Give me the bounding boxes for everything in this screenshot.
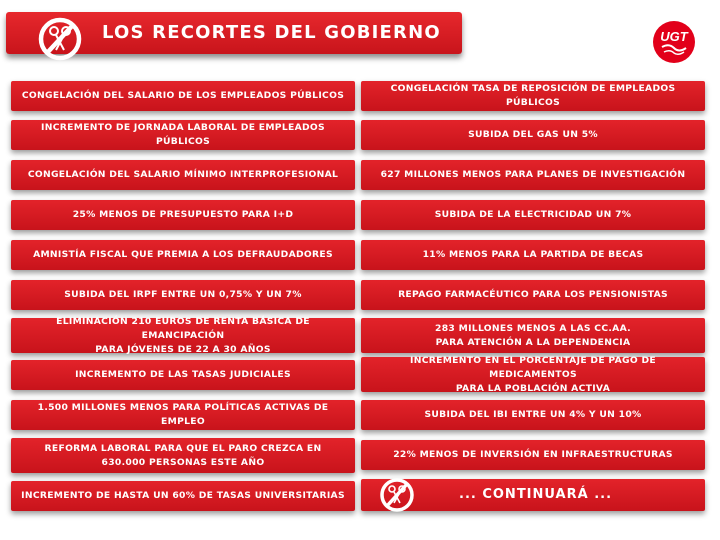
cut-item-left-8 [11,360,355,390]
cut-item-right-8 [361,354,705,394]
cut-item-label: SUBIDA DEL GAS UN 5% [468,129,598,140]
cut-item-label: 283 MILLONES MENOS A LAS CC.AA. PARA ATENCIÓN A LA DEPENDENCIA [435,322,631,348]
cut-item-left-10 [11,438,355,473]
crossed-scissors-icon [375,476,419,513]
page-title: LOS RECORTES DEL GOBIERNO [102,22,441,43]
cut-item-right-6 [361,280,705,310]
cut-item-label: 11% MENOS PARA LA PARTIDA DE BECAS [422,249,644,260]
ugt-logo [651,19,697,65]
cut-item-right-5 [361,240,705,270]
continuara-label: ... CONTINUARÁ ... [459,487,613,502]
cut-item-label: 22% MENOS DE INVERSIÓN EN INFRAESTRUCTURAS [393,449,673,460]
cut-item-label: INCREMENTO DE LAS TASAS JUDICIALES [75,369,291,380]
cut-item-left-11 [11,481,355,511]
cut-item-label: CONGELACIÓN DEL SALARIO DE LOS EMPLEADOS PÚBLICOS [21,90,345,101]
cut-item-left-6 [11,280,355,310]
cut-item-label: 25% MENOS DE PRESUPUESTO PARA I+D [72,209,294,220]
cut-item-right-10 [361,440,705,470]
cut-item-label: INCREMENTO DE JORNADA LABORAL DE EMPLEADOS PÚBLICOS [41,122,325,147]
cut-item-left-1 [11,81,355,111]
crossed-scissors-icon [36,16,88,62]
cut-item-label: SUBIDA DE LA ELECTRICIDAD UN 7% [434,209,632,220]
header-banner [6,12,462,54]
cut-item-label: ELIMINACIÓN 210 EUROS DE RENTA BÁSICA DE EMANCIPACIÓN PARA JÓVENES DE 22 A 30 AÑOS [56,315,310,355]
cut-item-label: REFORMA LABORAL PARA QUE EL PARO CREZCA EN 630.000 PERSONAS ESTE AÑO [44,442,322,468]
cut-item-right-2 [361,120,705,150]
cut-item-right-3 [361,160,705,190]
cut-item-left-7 [11,315,355,355]
cut-item-left-3 [11,160,355,190]
svg-text:UGT: UGT [660,29,688,44]
cut-item-label: 1.500 MILLONES MENOS PARA POLÍTICAS ACTIVAS DE EMPLEO [37,402,329,427]
cut-item-label: INCREMENTO EN EL PORCENTAJE DE PAGO DE MEDICAMENTOS PARA LA POBLACIÓN ACTIVA [410,354,656,394]
cut-item-right-9 [361,400,705,430]
cut-item-label: AMNISTÍA FISCAL QUE PREMIA A LOS DEFRAUDADORES [33,249,333,260]
cut-item-left-9 [11,400,355,430]
cut-item-label: SUBIDA DEL IBI ENTRE UN 4% Y UN 10% [424,409,642,420]
cut-item-label: REPAGO FARMACÉUTICO PARA LOS PENSIONISTAS [398,289,668,300]
to-be-continued-card [361,479,705,511]
cut-item-label: SUBIDA DEL IRPF ENTRE UN 0,75% Y UN 7% [64,289,302,300]
cut-item-left-4 [11,200,355,230]
cut-item-label: 627 MILLONES MENOS PARA PLANES DE INVESTIGACIÓN [380,169,686,180]
cut-item-label: CONGELACIÓN DEL SALARIO MÍNIMO INTERPROFESIONAL [27,169,339,180]
cut-item-right-4 [361,200,705,230]
cut-item-right-1 [361,81,705,111]
cut-item-label: INCREMENTO DE HASTA UN 60% DE TASAS UNIVERSITARIAS [21,490,345,501]
cut-item-label: CONGELACIÓN TASA DE REPOSICIÓN DE EMPLEADOS PÚBLICOS [390,83,676,108]
cut-item-right-7 [361,318,705,353]
cut-item-left-5 [11,240,355,270]
cut-item-left-2 [11,120,355,150]
